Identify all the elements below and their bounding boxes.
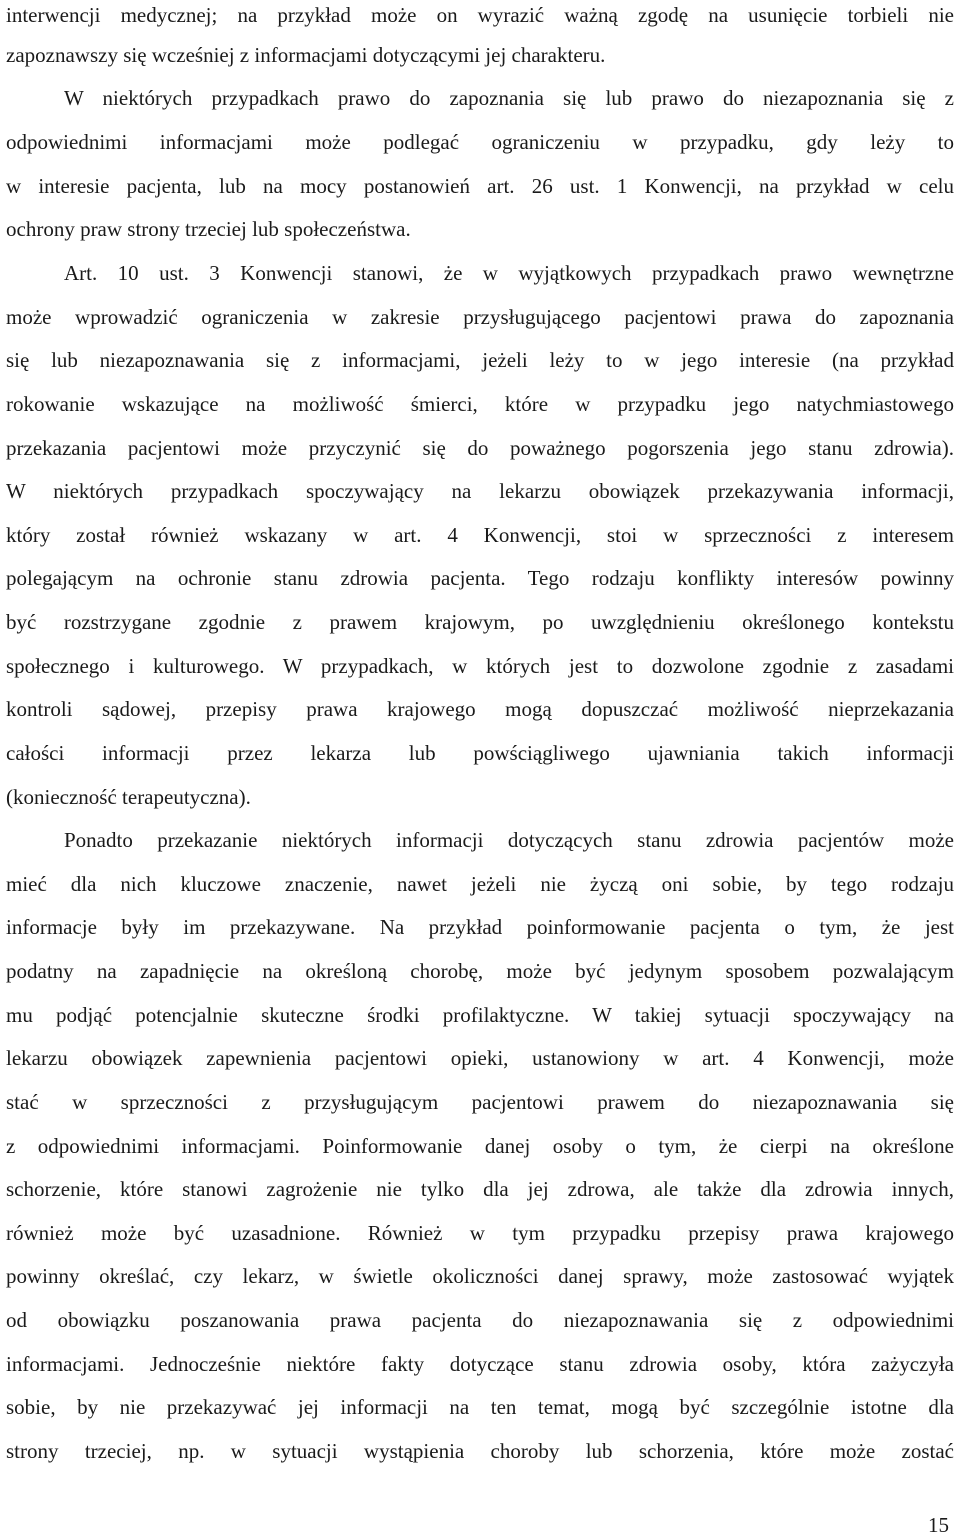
text-line: interwencji medycznej; na przykład może on wyrazić ważną zgodę na usunięcie torbieli nie — [6, 3, 954, 27]
text-line: odpowiednimi informacjami może podlegać ograniczeniu w przypadku, gdy leży to — [6, 130, 954, 154]
text-line: podatny na zapadnięcie na określoną chorobę, może być jedynym sposobem pozwalającym — [6, 959, 954, 983]
text-line: kontroli sądowej, przepisy prawa krajowego mogą dopuszczać możliwość nieprzekazania — [6, 697, 954, 721]
text-line: polegającym na ochronie stanu zdrowia pacjenta. Tego rodzaju konflikty interesów powinny — [6, 566, 954, 590]
text-line: z odpowiednimi informacjami. Poinformowanie danej osoby o tym, że cierpi na określone — [6, 1134, 954, 1158]
text-line: stać w sprzeczności z przysługującym pacjentowi prawem do niezapoznawania się — [6, 1090, 954, 1114]
text-line: może wprowadzić ograniczenia w zakresie przysługującego pacjentowi prawa do zapoznania — [6, 305, 954, 329]
text-line: lekarzu obowiązek zapewnienia pacjentowi opieki, ustanowiony w art. 4 Konwencji, może — [6, 1046, 954, 1070]
text-line: ochrony praw strony trzeciej lub społeczeństwa. — [6, 217, 411, 241]
text-line: społecznego i kulturowego. W przypadkach, w których jest to dozwolone zgodnie z zasadami — [6, 654, 954, 678]
text-line: sobie, by nie przekazywać jej informacji na ten temat, mogą być szczególnie istotne dla — [6, 1395, 954, 1419]
text-line: który został również wskazany w art. 4 Konwencji, stoi w sprzeczności z interesem — [6, 523, 954, 547]
text-line: schorzenie, które stanowi zagrożenie nie tylko dla jej zdrowa, ale także dla zdrowia innych, — [6, 1177, 954, 1201]
text-line: powinny określać, czy lekarz, w świetle okoliczności danej sprawy, może zastosować wyjątek — [6, 1264, 954, 1288]
text-line: również może być uzasadnione. Również w tym przypadku przepisy prawa krajowego — [6, 1221, 954, 1245]
text-line: być rozstrzygane zgodnie z prawem krajowym, po uwzględnieniu określonego kontekstu — [6, 610, 954, 634]
text-line: (konieczność terapeutyczna). — [6, 785, 251, 809]
text-line: informacjami. Jednocześnie niektóre fakty dotyczące stanu zdrowia osoby, która zażyczyła — [6, 1352, 954, 1376]
text-line: zapoznawszy się wcześniej z informacjami dotyczącymi jej charakteru. — [6, 43, 606, 67]
text-line: Ponadto przekazanie niektórych informacji dotyczących stanu zdrowia pacjentów może — [64, 828, 954, 852]
page-number: 15 — [928, 1513, 949, 1537]
text-line: od obowiązku poszanowania prawa pacjenta do niezapoznawania się z odpowiednimi — [6, 1308, 954, 1332]
text-line: mu podjąć potencjalnie skuteczne środki profilaktyczne. W takiej sytuacji spoczywający na — [6, 1003, 954, 1027]
text-line: W niektórych przypadkach prawo do zapoznania się lub prawo do niezapoznania się z — [64, 86, 954, 110]
text-line: strony trzeciej, np. w sytuacji wystąpienia choroby lub schorzenia, które może zostać — [6, 1439, 954, 1463]
text-line: w interesie pacjenta, lub na mocy postanowień art. 26 ust. 1 Konwencji, na przykład w celu — [6, 174, 954, 198]
text-line: mieć dla nich kluczowe znaczenie, nawet jeżeli nie życzą oni sobie, by tego rodzaju — [6, 872, 954, 896]
text-line: całości informacji przez lekarza lub powściągliwego ujawniania takich informacji — [6, 741, 954, 765]
text-line: W niektórych przypadkach spoczywający na lekarzu obowiązek przekazywania informacji, — [6, 479, 954, 503]
text-line: się lub niezapoznawania się z informacjami, jeżeli leży to w jego interesie (na przykład — [6, 348, 954, 372]
text-line: przekazania pacjentowi może przyczynić się do poważnego pogorszenia jego stanu zdrowia). — [6, 436, 954, 460]
text-line: rokowanie wskazujące na możliwość śmierci, które w przypadku jego natychmiastowego — [6, 392, 954, 416]
text-line: informacje były im przekazywane. Na przykład poinformowanie pacjenta o tym, że jest — [6, 915, 954, 939]
text-line: Art. 10 ust. 3 Konwencji stanowi, że w wyjątkowych przypadkach prawo wewnętrzne — [64, 261, 954, 285]
